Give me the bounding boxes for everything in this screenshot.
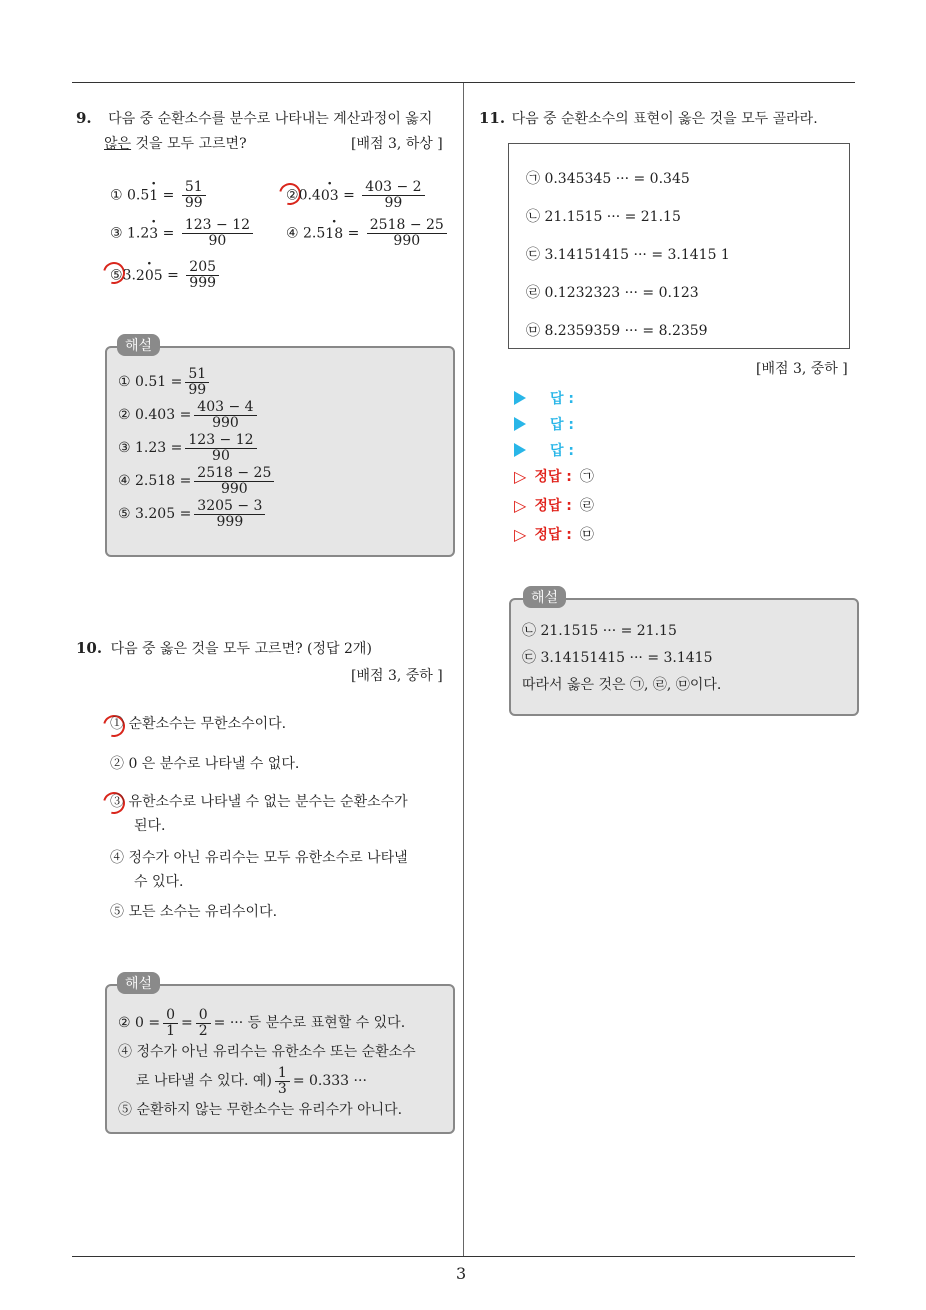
sol-lhs: 3.205: [135, 506, 176, 522]
fraction: [367, 218, 447, 249]
option-mark: ④: [110, 850, 124, 866]
numerator: 2518 − 25: [194, 466, 274, 482]
numerator: 2518 − 25: [367, 218, 447, 234]
correct-value: ㉤: [579, 527, 594, 543]
option-mark: ④: [286, 225, 299, 242]
option-lhs: 2.5: [303, 225, 326, 242]
q11-item-5[interactable]: [526, 312, 730, 350]
q10-text: 다음 중 옳은 것을 모두 고르면? (정답 2개): [110, 641, 372, 657]
equals-sign: =: [343, 187, 355, 204]
equals-sign: =: [181, 1015, 193, 1031]
q10-solution-line-1: [118, 1006, 416, 1040]
sol-mark: ④: [118, 473, 131, 489]
q9-title: [76, 106, 432, 131]
correct-label: 정답 :: [534, 469, 572, 485]
outline-arrow-icon: ▷: [514, 524, 527, 544]
fraction: [194, 499, 265, 530]
q9-underlined-word: 않은: [104, 136, 132, 152]
q10-solution-line-3: [118, 1064, 416, 1098]
option-mark: ⑤: [110, 904, 124, 920]
item-mark: ㉠: [526, 171, 540, 187]
denominator: 90: [208, 233, 227, 249]
sol-text: ② 0 =: [118, 1015, 161, 1031]
denominator: 1: [166, 1022, 176, 1039]
q9-text-line1: 다음 중 순환소수를 분수로 나타내는 계산과정이 옳지: [108, 111, 433, 127]
denominator: 3: [277, 1080, 287, 1097]
q11-solution-line-3: 따라서 옳은 것은 ㉠, ㉣, ㉤이다.: [522, 677, 722, 693]
option-repeat-digits: · 3: [149, 222, 158, 246]
option-mark: ③: [110, 794, 124, 810]
sol-lhs: 0.403: [135, 407, 176, 423]
equals-sign: =: [170, 440, 183, 456]
sol-mark: ③: [118, 440, 131, 456]
page-number: 3: [456, 1264, 467, 1283]
numerator: 3205 − 3: [194, 499, 265, 515]
q11-correct-row-1: [514, 466, 594, 486]
q9-solution-line-3: [118, 432, 277, 465]
item-mark: ㉢: [526, 247, 540, 263]
fraction: [182, 180, 206, 211]
numerator: 51: [182, 180, 206, 196]
item-text: 8.2359359 ··· = 8.2359: [544, 323, 708, 339]
numerator: 205: [186, 260, 219, 276]
equals-sign: =: [347, 225, 360, 242]
q10-option-1[interactable]: [110, 712, 286, 736]
q11-answer-row-2[interactable]: [514, 414, 574, 434]
option-lhs: 0.5: [127, 187, 150, 204]
sol-mark: ①: [118, 374, 131, 390]
q11-text: 다음 중 순환소수의 표현이 옳은 것을 모두 골라라.: [511, 111, 818, 127]
play-arrow-icon: [514, 417, 526, 431]
q9-option-3[interactable]: [110, 218, 256, 249]
q11-correct-row-3: [514, 524, 594, 544]
option-lhs: 1.2: [127, 225, 150, 242]
fraction: [163, 1008, 178, 1039]
q11-score: [배점 3, 중하 ]: [756, 361, 848, 377]
numerator: 0: [163, 1008, 178, 1024]
option-text: 유한소수로 나타낼 수 없는 분수는 순환소수가: [128, 794, 408, 810]
numerator: 0: [196, 1008, 211, 1024]
q11-solution-lines: [522, 618, 721, 699]
play-arrow-icon: [514, 443, 526, 457]
q11-title: [479, 106, 818, 131]
column-divider: [463, 83, 464, 1256]
q10-option-3[interactable]: [110, 790, 408, 838]
denominator: 99: [184, 195, 203, 211]
q9-score: [배점 3, 하상 ]: [351, 136, 443, 152]
denominator: 99: [384, 195, 403, 211]
sol-text: = ··· 등 분수로 표현할 수 있다.: [213, 1015, 406, 1031]
fraction: [194, 400, 256, 431]
option-text-cont: 수 있다.: [134, 874, 184, 890]
item-mark: ㉡: [526, 209, 540, 225]
option-text-cont: 된다.: [134, 818, 166, 834]
q9-solution-line-2: [118, 399, 277, 432]
item-text: 0.345345 ··· = 0.345: [544, 171, 690, 187]
option-text: 0 은 분수로 나타낼 수 없다.: [128, 756, 300, 772]
q11-item-1[interactable]: [526, 160, 730, 198]
sol-text: = 0.333 ···: [292, 1073, 367, 1089]
equals-sign: =: [167, 267, 179, 284]
q10-option-5[interactable]: [110, 900, 277, 924]
option-lhs: 3.: [122, 267, 136, 284]
option-repeat-digits: · 205: [136, 264, 163, 288]
q11-correct-row-2: [514, 495, 594, 515]
sol-lhs: 2.518: [135, 473, 176, 489]
fraction: [185, 433, 256, 464]
fraction: [194, 466, 274, 497]
numerator: 403 − 4: [194, 400, 256, 416]
q9-option-5[interactable]: [110, 260, 222, 291]
q10-solution-tag: 해설: [117, 972, 160, 994]
equals-sign: =: [162, 225, 175, 242]
equals-sign: =: [179, 506, 192, 522]
equals-sign: =: [170, 374, 183, 390]
q9-option-2[interactable]: [286, 180, 428, 211]
q10-title: [76, 636, 372, 661]
q10-option-4[interactable]: [110, 846, 408, 894]
q9-text-rest: 것을 모두 고르면?: [131, 136, 247, 152]
option-mark: ①: [110, 187, 123, 204]
q10-solution-line-4: ⑤ 순환하지 않는 무한소수는 유리수가 아니다.: [118, 1102, 403, 1118]
q10-solution-line-2: ④ 정수가 아닌 유리수는 유한소수 또는 순환소수: [118, 1044, 416, 1060]
q9-solution-lines: [118, 366, 277, 531]
fraction: [182, 218, 253, 249]
correct-value: ㉠: [579, 469, 594, 485]
answer-label: 답 :: [550, 391, 574, 407]
q11-answer-row-3[interactable]: [514, 440, 574, 460]
correct-value: ㉣: [579, 498, 594, 514]
denominator: 2: [198, 1022, 208, 1039]
sol-lhs: 1.23: [135, 440, 167, 456]
correct-label: 정답 :: [534, 498, 572, 514]
sol-mark: ⑤: [118, 506, 131, 522]
sol-lhs: 0.51: [135, 374, 167, 390]
equals-sign: =: [162, 187, 175, 204]
q11-item-4[interactable]: [526, 274, 730, 312]
answer-label: 답 :: [550, 443, 574, 459]
q9-solution-line-4: [118, 465, 277, 498]
equals-sign: =: [179, 473, 192, 489]
q9-solution-line-5: [118, 498, 277, 531]
denominator: 999: [189, 275, 217, 291]
sol-text: 로 나타낼 수 있다. 예): [136, 1073, 272, 1089]
denominator: 90: [212, 447, 230, 464]
q11-solution-line-2: ㉢ 3.14151415 ··· = 3.1415: [522, 650, 713, 666]
q10-number: 10.: [76, 639, 103, 657]
q11-number: 11.: [479, 109, 506, 127]
option-repeat-digits: · 03: [321, 184, 339, 208]
option-repeat-digits: · 1: [149, 184, 158, 208]
fraction: [196, 1008, 211, 1039]
option-text: 모든 소수는 유리수이다.: [128, 904, 278, 920]
option-text: 순환소수는 무한소수이다.: [128, 716, 287, 732]
item-mark: ㉤: [526, 323, 540, 339]
fraction: [362, 180, 424, 211]
option-mark: ②: [110, 756, 124, 772]
q10-option-2[interactable]: [110, 752, 299, 776]
outline-arrow-icon: ▷: [514, 495, 527, 515]
q10-score: [배점 3, 중하 ]: [351, 668, 443, 684]
item-text: 3.14151415 ··· = 3.1415 1: [544, 247, 730, 263]
option-mark: ③: [110, 225, 123, 242]
option-lhs: 0.4: [298, 187, 321, 204]
q11-item-3[interactable]: [526, 236, 730, 274]
numerator: 403 − 2: [362, 180, 424, 196]
item-text: 0.1232323 ··· = 0.123: [544, 285, 699, 301]
fraction: [186, 260, 219, 291]
q11-solution-line-1: ㉡ 21.1515 ··· = 21.15: [522, 623, 677, 639]
option-mark: ②: [286, 187, 299, 204]
option-repeat-digits: · 18: [325, 222, 343, 246]
q9-option-4[interactable]: [286, 218, 450, 249]
q11-solution-tag: 해설: [523, 586, 566, 608]
sol-mark: ②: [118, 407, 131, 423]
q9-solution-line-1: [118, 366, 277, 399]
q9-solution-tag: 해설: [117, 334, 160, 356]
correct-label: 정답 :: [534, 527, 572, 543]
numerator: 1: [275, 1066, 290, 1082]
numerator: 51: [185, 367, 209, 383]
item-mark: ㉣: [526, 285, 540, 301]
option-mark: ⑤: [110, 267, 123, 284]
denominator: 990: [212, 414, 239, 431]
equals-sign: =: [179, 407, 192, 423]
q11-answer-row-1[interactable]: [514, 388, 574, 408]
q9-number: 9.: [76, 109, 92, 127]
denominator: 990: [220, 480, 248, 497]
denominator: 99: [188, 381, 207, 398]
bottom-rule: [72, 1256, 855, 1257]
fraction: [185, 367, 209, 398]
q9-option-1[interactable]: [110, 180, 209, 211]
q11-items: [526, 160, 730, 350]
fraction: [275, 1066, 290, 1097]
denominator: 990: [393, 233, 421, 249]
answer-label: 답 :: [550, 417, 574, 433]
option-text: 정수가 아닌 유리수는 모두 유한소수로 나타낼: [128, 850, 408, 866]
option-mark: ①: [110, 716, 124, 732]
q9-text-line2: [104, 132, 247, 156]
outline-arrow-icon: ▷: [514, 466, 527, 486]
q11-item-2[interactable]: [526, 198, 730, 236]
numerator: 123 − 12: [182, 218, 253, 234]
q10-solution-lines: [118, 1006, 416, 1122]
item-text: 21.1515 ··· = 21.15: [544, 209, 681, 225]
play-arrow-icon: [514, 391, 526, 405]
numerator: 123 − 12: [185, 433, 256, 449]
denominator: 999: [216, 513, 244, 530]
